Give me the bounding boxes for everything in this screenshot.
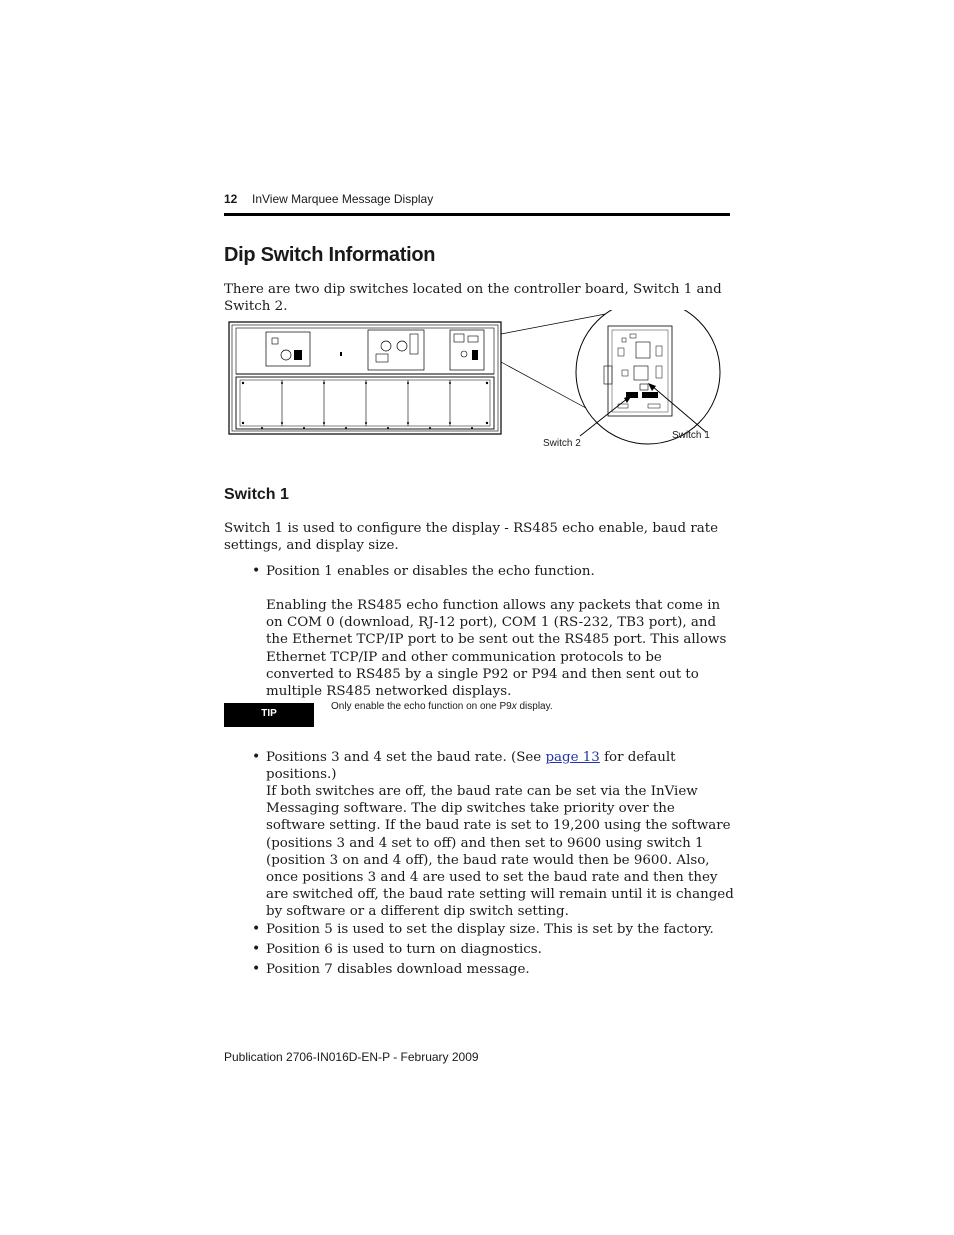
switch1-label: Switch 1 — [672, 430, 710, 441]
bullet-position-6: Position 6 is used to turn on diagnostics. — [266, 942, 542, 957]
switch1-heading: Switch 1 — [224, 486, 289, 503]
tip-text-part: display. — [516, 701, 553, 712]
bullet-text: for default positions.) — [266, 750, 676, 783]
bullet-marker: • — [252, 961, 261, 977]
echo-function-paragraph: Enabling the RS485 echo function allows any packets that come in on COM 0 (download, RJ-12 port), COM 1 (RS-232, TB3 port), and the Ethernet TCP/IP port to be sent out the RS485 port. This allows Ethernet TCP/IP and other communication protocols to be converted to RS485 by a single P92 or P94 and then sent out to multiple RS485 networked displays. — [266, 598, 727, 700]
bullet-position-5: Position 5 is used to set the display size. This is set by the factory. — [266, 922, 714, 937]
tip-box: TIP — [224, 703, 314, 727]
switch2-label: Switch 2 — [543, 438, 581, 449]
baud-rate-paragraph: If both switches are off, the baud rate can be set via the InView Messaging software. The dip switches take priority over the software setting. If the baud rate is set to 19,200 using the software (positions 3 and 4 set to off) and then set to 9600 using switch 1 (position 3 on and 4 off), the baud rate would then be 9600. Also, once positions 3 and 4 are used to set the baud rate and then they are switched off, the baud rate setting will remain until it is changed by software or a different dip switch setting. — [266, 784, 734, 920]
bullet-text: Positions 3 and 4 set the baud rate. (See — [266, 750, 546, 765]
bullet-marker: • — [252, 563, 261, 579]
page-number: 12 — [224, 192, 238, 206]
bullet-positions-3-4 — [266, 749, 734, 783]
header-rule — [224, 213, 730, 216]
running-title: InView Marquee Message Display — [252, 192, 434, 206]
bullet-marker: • — [252, 941, 261, 957]
tip-text-italic: x — [511, 701, 517, 712]
bullet-marker: • — [252, 921, 261, 937]
bullet-position-7: Position 7 disables download message. — [266, 962, 530, 977]
bullet-marker: • — [252, 749, 261, 765]
intro-paragraph: There are two dip switches located on the controller board, Switch 1 and Switch 2. — [224, 282, 722, 315]
marquee-diagram — [228, 310, 728, 460]
page-13-link[interactable]: page 13 — [545, 750, 600, 765]
page-header — [224, 192, 730, 218]
tip-text-part: Only enable the echo function on one P9 — [331, 701, 512, 712]
switch1-description: Switch 1 is used to configure the display - RS485 echo enable, baud rate settings, and display size. — [224, 521, 719, 554]
bullet-position-1: Position 1 enables or disables the echo function. — [266, 564, 595, 579]
page-title: Dip Switch Information — [224, 244, 436, 266]
publication-footer: Publication 2706-IN016D-EN-P - February 2009 — [224, 1050, 479, 1064]
tip-text — [331, 701, 553, 712]
controller-board-figure — [228, 310, 728, 460]
